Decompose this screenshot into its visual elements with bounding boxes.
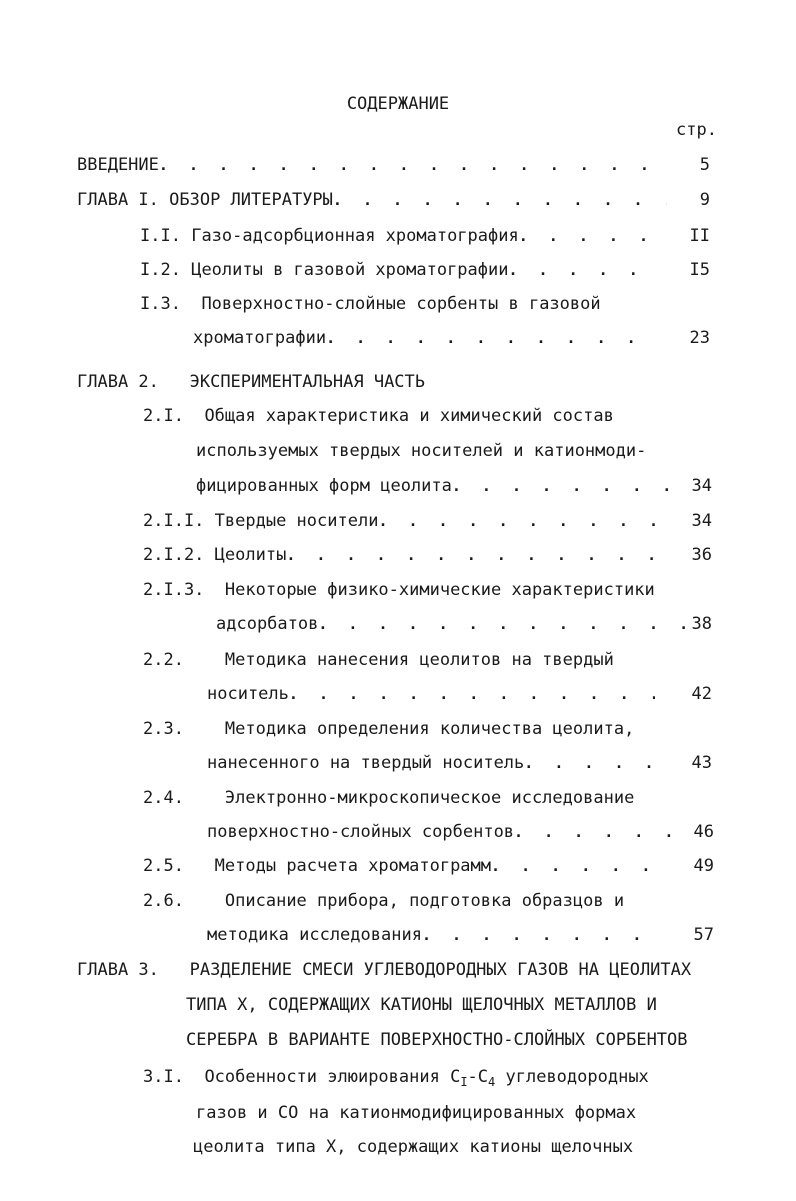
toc-entry-number: ГЛАВА I. [77, 190, 159, 210]
toc-entry-title-line-2: носитель [207, 684, 289, 704]
toc-entry-title: Газо-адсорбционная хроматография [191, 226, 519, 246]
dot-leader [524, 754, 663, 772]
dot-leader [491, 857, 663, 875]
toc-entry-number: I.I. [140, 226, 181, 246]
toc-entry-number: 2.6. [143, 891, 184, 911]
dot-leader [318, 615, 688, 633]
toc-entry-2-3 [143, 719, 634, 739]
toc-entry-2-1-3-cont [216, 614, 688, 634]
dot-leader [289, 685, 655, 703]
toc-entry-number: I.3. [140, 294, 181, 314]
toc-entry-2-5 [143, 856, 663, 876]
toc-entry-introduction [77, 155, 667, 175]
toc-entry-2-6-cont [207, 925, 663, 945]
toc-entry-2-1-line-3 [196, 476, 668, 496]
toc-entry-title-line-2: используемых твердых носителей и катионмоди- [196, 441, 647, 461]
toc-entry-2-1-1 [143, 511, 663, 531]
toc-page-number: 5 [699, 155, 710, 175]
toc-page-number: 38 [691, 614, 712, 634]
toc-entry-title: Методы расчета хроматограмм [214, 856, 492, 876]
toc-entry-title-line-1: Общая характеристика и химический состав [204, 406, 614, 426]
toc-entry-title-line-1a: Особенности элюирования C [204, 1067, 461, 1087]
dot-leader [422, 926, 663, 944]
toc-entry-title-line-2: нанесенного на твердый носитель [207, 753, 525, 773]
toc-entry-2-2 [143, 650, 614, 670]
toc-page-number: 46 [693, 822, 714, 842]
subscript: 4 [488, 1075, 496, 1089]
toc-entry-number: 2.5. [143, 856, 184, 876]
toc-entry-title-line-2: хроматографии [193, 328, 327, 348]
toc-entry-number: 2.3. [143, 719, 184, 739]
toc-entry-number: 2.I.2. [143, 545, 205, 565]
toc-entry-title-line-3: фицированных форм цеолита [196, 476, 452, 496]
toc-entry-title: ОБЗОР ЛИТЕРАТУРЫ [169, 190, 333, 210]
toc-entry-title-line-2: поверхностно-слойных сорбентов [207, 822, 515, 842]
toc-entry-number: 2.I. [143, 406, 184, 426]
toc-page-number: 34 [691, 511, 712, 531]
toc-entry-number: I.2. [140, 260, 181, 280]
toc-entry-2-3-cont [207, 753, 663, 773]
dot-leader [519, 227, 668, 245]
toc-entry-title-line-1: Электронно-микроскопическое исследование [224, 788, 635, 808]
toc-entry-2-6 [143, 891, 624, 911]
toc-page-number: 42 [691, 684, 712, 704]
toc-entry-title-line-1c: углеводородных [495, 1067, 649, 1087]
toc-page-number: 34 [691, 476, 712, 496]
toc-entry-title-line-3: цеолита типа X, содержащих катионы щелочных [193, 1137, 634, 1157]
page-column-header: стр. [676, 120, 717, 140]
dot-leader [514, 823, 673, 841]
toc-entry-title-line-1: Описание прибора, подготовка образцов и [224, 891, 625, 911]
toc-entry-chapter-3-line-3 [186, 1030, 688, 1050]
toc-entry-2-1-line-2 [196, 441, 646, 461]
toc-entry-chapter-1 [77, 190, 667, 210]
toc-entry-chapter-2 [77, 372, 425, 392]
toc-entry-title-line-1: Поверхностно-слойные сорбенты в газовой [201, 294, 601, 314]
toc-entry-title-line-2: ТИПА X, СОДЕРЖАЩИХ КАТИОНЫ ЩЕЛОЧНЫХ МЕТАЛЛОВ И [186, 995, 657, 1015]
page-title: СОДЕРЖАНИЕ [346, 94, 450, 114]
subscript: I [460, 1075, 468, 1089]
toc-page-number: 23 [689, 328, 710, 348]
toc-page-number: 36 [691, 545, 712, 565]
toc-entry-2-4-cont [207, 822, 673, 842]
toc-page-number: 9 [699, 190, 710, 210]
toc-page-number: I5 [689, 260, 710, 280]
toc-entry-3-1-line-3 [193, 1137, 633, 1157]
toc-entry-2-1-2 [143, 545, 671, 565]
toc-entry-number: 2.I.3. [143, 580, 205, 600]
toc-entry-title-line-1: Некоторые физико-химические характеристики [224, 580, 655, 600]
toc-entry-1-3 [140, 294, 601, 314]
toc-page-number: II [689, 226, 710, 246]
toc-entry-title-line-3: СЕРЕБРА В ВАРИАНТЕ ПОВЕРХНОСТНО-СЛОЙНЫХ СОРБЕНТОВ [186, 1030, 688, 1050]
toc-entry-title-line-1: Методика определения количества цеолита, [224, 719, 635, 739]
dot-leader [286, 546, 671, 564]
toc-entry-2-1 [143, 406, 614, 426]
toc-entry-title-line-2: адсорбатов [216, 614, 319, 634]
toc-entry-title-line-1b: -C [467, 1067, 489, 1087]
toc-entry-title-line-1: РАЗДЕЛЕНИЕ СМЕСИ УГЛЕВОДОРОДНЫХ ГАЗОВ НА ЦЕОЛИТАХ [189, 960, 692, 980]
toc-entry-number: ГЛАВА 2. [77, 372, 159, 392]
toc-entry-title-line-2: методика исследования [207, 925, 422, 945]
toc-entry-2-4 [143, 788, 634, 808]
toc-entry-title-line-1: Методика нанесения цеолитов на твердый [224, 650, 614, 670]
toc-entry-2-1-3 [143, 580, 655, 600]
toc-entry-number: 2.2. [143, 650, 184, 670]
dot-leader [333, 191, 667, 209]
toc-entry-1-1 [140, 226, 668, 246]
dot-leader [452, 477, 668, 495]
toc-entry-number: ГЛАВА 3. [77, 960, 159, 980]
toc-entry-3-1 [143, 1067, 649, 1089]
toc-entry-title: Твердые носители [214, 511, 379, 531]
toc-entry-title: Цеолиты в газовой хроматографии [191, 260, 509, 280]
toc-entry-title: Цеолиты [214, 545, 287, 565]
dot-leader [326, 329, 659, 347]
toc-entry-title-line-2: газов и CO на катионмодифицированных формах [196, 1103, 637, 1123]
toc-entry-title: ЭКСПЕРИМЕНТАЛЬНАЯ ЧАСТЬ [189, 372, 426, 392]
toc-entry-3-1-line-2 [196, 1103, 636, 1123]
toc-entry-1-2 [140, 260, 660, 280]
toc-entry-2-2-cont [207, 684, 655, 704]
toc-page-number: 43 [691, 753, 712, 773]
dot-leader [159, 156, 667, 174]
dot-leader [378, 512, 663, 530]
toc-entry-chapter-3 [77, 960, 691, 980]
toc-page-number: 57 [693, 925, 714, 945]
toc-page-number: 49 [693, 856, 714, 876]
toc-entry-title: ВВЕДЕНИЕ [77, 155, 159, 175]
dot-leader [508, 261, 660, 279]
toc-entry-1-3-cont [193, 328, 659, 348]
toc-entry-chapter-3-line-2 [186, 995, 657, 1015]
toc-entry-number: 2.4. [143, 788, 184, 808]
toc-entry-number: 2.I.I. [143, 511, 205, 531]
toc-entry-number: 3.I. [143, 1067, 184, 1087]
